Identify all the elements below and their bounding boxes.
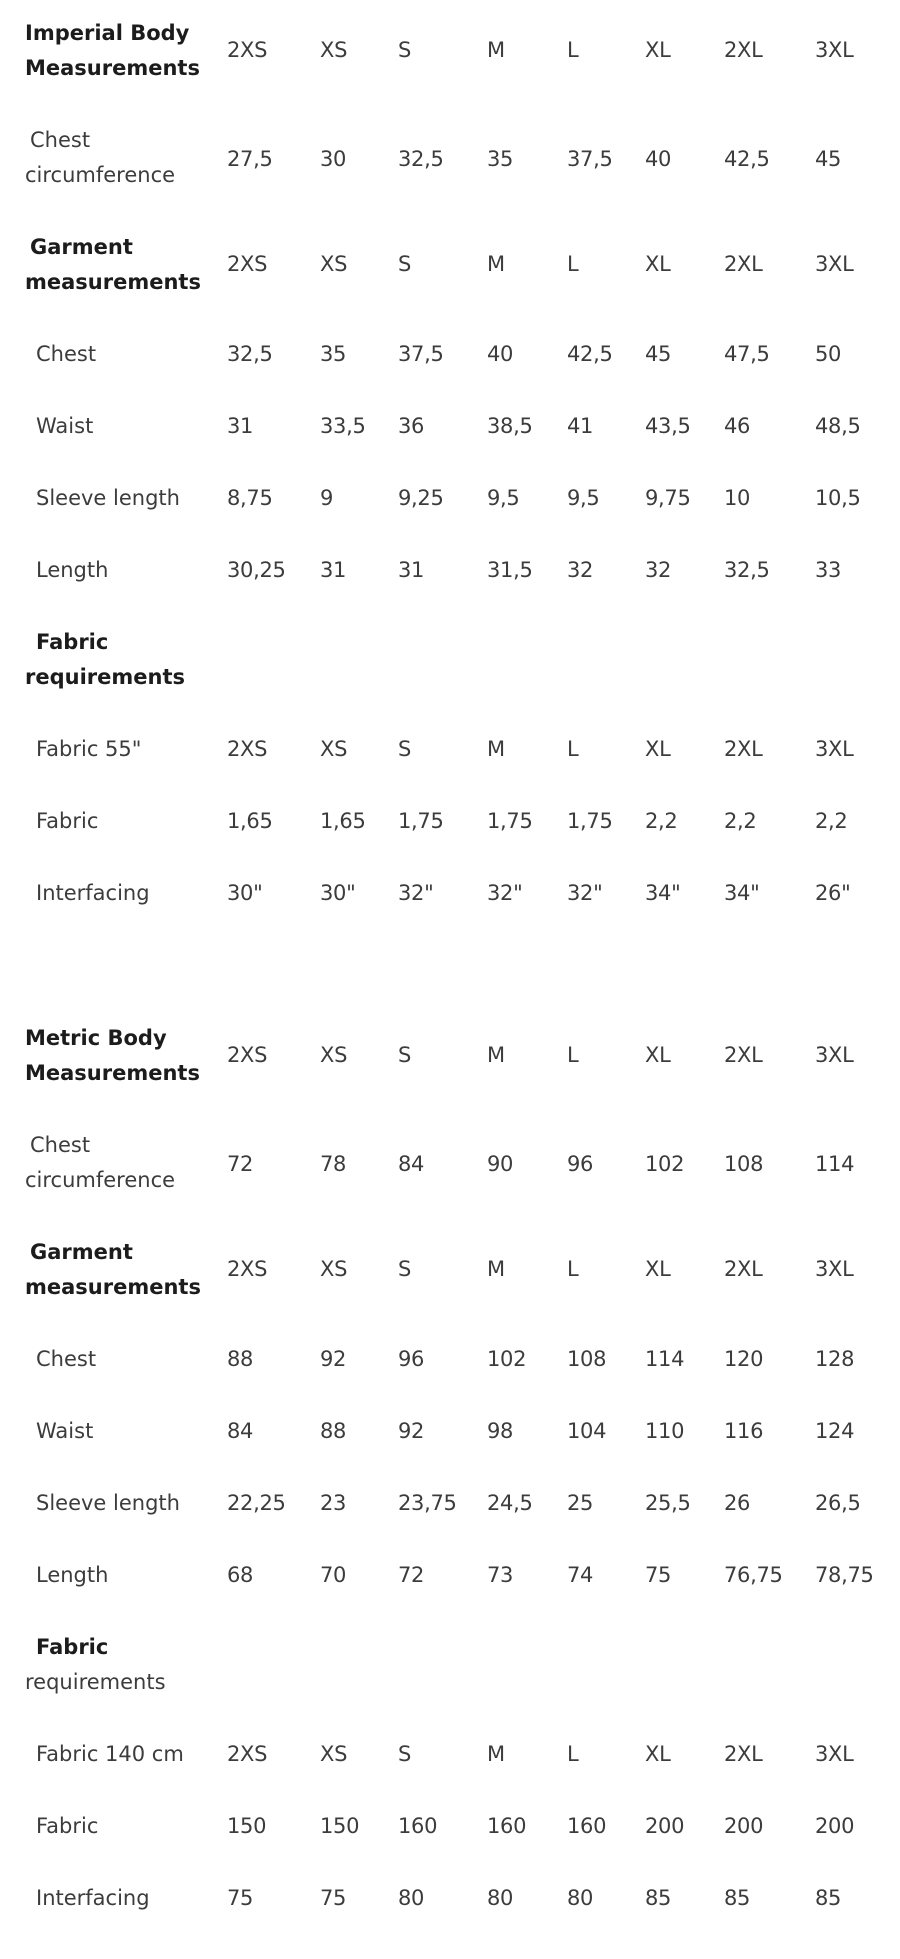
value-cell: 85: [815, 1886, 842, 1910]
size-cell: M: [487, 1043, 505, 1067]
value-cell: 40: [645, 147, 672, 171]
size-cell: 2XS: [227, 1742, 268, 1766]
size-cell: S: [398, 1742, 412, 1766]
value-cell: 42,5: [567, 342, 613, 366]
value-cell: 27,5: [227, 147, 273, 171]
size-cell: XL: [645, 252, 671, 276]
value-cell: 35: [487, 147, 514, 171]
row-label: Metric Body Measurements: [25, 1026, 200, 1085]
value-cell: 9: [320, 486, 334, 510]
value-cell: 8,75: [227, 486, 273, 510]
value-cell: 46: [724, 414, 751, 438]
size-cell: XS: [320, 1742, 348, 1766]
size-cell: XS: [320, 1043, 348, 1067]
row-label: Chest circumference: [25, 128, 176, 187]
value-cell: 114: [645, 1347, 685, 1371]
value-cell: 32,5: [227, 342, 273, 366]
size-cell: 2XL: [724, 1043, 763, 1067]
size-cell: 2XL: [724, 1257, 763, 1281]
size-cell: S: [398, 1257, 412, 1281]
value-cell: 200: [724, 1814, 764, 1838]
value-cell: 1,75: [487, 809, 533, 833]
size-cell: 2XS: [227, 1043, 268, 1067]
size-cell: M: [487, 38, 505, 62]
size-cell: L: [567, 252, 579, 276]
value-cell: 120: [724, 1347, 764, 1371]
value-cell: 32": [487, 881, 523, 905]
value-cell: 48,5: [815, 414, 861, 438]
value-cell: 45: [815, 147, 842, 171]
value-cell: 26: [724, 1491, 751, 1515]
value-cell: 124: [815, 1419, 855, 1443]
value-cell: 31: [227, 414, 254, 438]
size-cell: XS: [320, 38, 348, 62]
value-cell: 33,5: [320, 414, 366, 438]
section-label: Fabric requirements: [25, 630, 185, 689]
value-cell: 116: [724, 1419, 764, 1443]
value-cell: 78: [320, 1152, 347, 1176]
size-cell: S: [398, 38, 412, 62]
value-cell: 108: [567, 1347, 607, 1371]
value-cell: 32": [567, 881, 603, 905]
value-cell: 22,25: [227, 1491, 286, 1515]
size-cell: XS: [320, 1257, 348, 1281]
value-cell: 85: [645, 1886, 672, 1910]
value-cell: 34": [645, 881, 681, 905]
section-label: Fabric requirements: [25, 1635, 166, 1694]
value-cell: 1,65: [320, 809, 366, 833]
row-label: Waist: [36, 414, 94, 438]
value-cell: 30": [320, 881, 356, 905]
size-cell: M: [487, 1742, 505, 1766]
size-cell: 2XL: [724, 737, 763, 761]
value-cell: 70: [320, 1563, 347, 1587]
value-cell: 102: [487, 1347, 527, 1371]
row-label: Fabric: [36, 1814, 99, 1838]
size-cell: XL: [645, 38, 671, 62]
value-cell: 76,75: [724, 1563, 783, 1587]
value-cell: 31: [398, 558, 425, 582]
value-cell: 32: [567, 558, 594, 582]
size-cell: 2XS: [227, 737, 268, 761]
value-cell: 75: [227, 1886, 254, 1910]
value-cell: 110: [645, 1419, 685, 1443]
size-cell: S: [398, 1043, 412, 1067]
value-cell: 32": [398, 881, 434, 905]
value-cell: 80: [487, 1886, 514, 1910]
value-cell: 41: [567, 414, 594, 438]
value-cell: 31: [320, 558, 347, 582]
row-label: Length: [36, 1563, 109, 1587]
value-cell: 1,75: [567, 809, 613, 833]
size-cell: 2XL: [724, 38, 763, 62]
size-cell: M: [487, 737, 505, 761]
value-cell: 73: [487, 1563, 514, 1587]
row-label: Sleeve length: [36, 1491, 180, 1515]
row-label: Fabric: [36, 809, 99, 833]
size-cell: XL: [645, 737, 671, 761]
row-label: Sleeve length: [36, 486, 180, 510]
value-cell: 42,5: [724, 147, 770, 171]
value-cell: 50: [815, 342, 842, 366]
row-label: Garment measurements: [25, 235, 201, 294]
size-cell: 2XS: [227, 1257, 268, 1281]
value-cell: 31,5: [487, 558, 533, 582]
row-label: Length: [36, 558, 109, 582]
row-label: Garment measurements: [25, 1240, 201, 1299]
value-cell: 10: [724, 486, 751, 510]
value-cell: 72: [398, 1563, 425, 1587]
value-cell: 84: [398, 1152, 425, 1176]
value-cell: 80: [398, 1886, 425, 1910]
value-cell: 150: [320, 1814, 360, 1838]
value-cell: 1,75: [398, 809, 444, 833]
size-cell: 3XL: [815, 1257, 854, 1281]
row-label: Fabric 140 cm: [36, 1742, 184, 1766]
value-cell: 78,75: [815, 1563, 874, 1587]
value-cell: 38,5: [487, 414, 533, 438]
size-cell: L: [567, 1742, 579, 1766]
size-cell: XL: [645, 1742, 671, 1766]
value-cell: 88: [320, 1419, 347, 1443]
value-cell: 23,75: [398, 1491, 457, 1515]
value-cell: 74: [567, 1563, 594, 1587]
value-cell: 128: [815, 1347, 855, 1371]
value-cell: 96: [567, 1152, 594, 1176]
value-cell: 30": [227, 881, 263, 905]
value-cell: 2,2: [724, 809, 757, 833]
value-cell: 88: [227, 1347, 254, 1371]
size-cell: L: [567, 38, 579, 62]
value-cell: 37,5: [398, 342, 444, 366]
size-cell: XS: [320, 737, 348, 761]
value-cell: 43,5: [645, 414, 691, 438]
size-cell: M: [487, 1257, 505, 1281]
value-cell: 85: [724, 1886, 751, 1910]
value-cell: 24,5: [487, 1491, 533, 1515]
value-cell: 96: [398, 1347, 425, 1371]
value-cell: 9,75: [645, 486, 691, 510]
size-cell: M: [487, 252, 505, 276]
value-cell: 25,5: [645, 1491, 691, 1515]
value-cell: 9,5: [487, 486, 520, 510]
value-cell: 10,5: [815, 486, 861, 510]
value-cell: 92: [320, 1347, 347, 1371]
value-cell: 90: [487, 1152, 514, 1176]
value-cell: 26": [815, 881, 851, 905]
value-cell: 98: [487, 1419, 514, 1443]
value-cell: 114: [815, 1152, 855, 1176]
value-cell: 160: [398, 1814, 438, 1838]
row-label: Chest: [36, 342, 97, 366]
value-cell: 30,25: [227, 558, 286, 582]
row-label: Waist: [36, 1419, 94, 1443]
row-label: Interfacing: [36, 881, 150, 905]
value-cell: 80: [567, 1886, 594, 1910]
value-cell: 160: [487, 1814, 527, 1838]
value-cell: 37,5: [567, 147, 613, 171]
size-cell: S: [398, 737, 412, 761]
size-cell: S: [398, 252, 412, 276]
value-cell: 9,25: [398, 486, 444, 510]
size-cell: L: [567, 1257, 579, 1281]
value-cell: 72: [227, 1152, 254, 1176]
value-cell: 25: [567, 1491, 594, 1515]
size-cell: 3XL: [815, 252, 854, 276]
value-cell: 36: [398, 414, 425, 438]
value-cell: 23: [320, 1491, 347, 1515]
value-cell: 104: [567, 1419, 607, 1443]
value-cell: 160: [567, 1814, 607, 1838]
value-cell: 75: [320, 1886, 347, 1910]
value-cell: 26,5: [815, 1491, 861, 1515]
size-cell: 2XS: [227, 252, 268, 276]
size-cell: L: [567, 1043, 579, 1067]
size-cell: 3XL: [815, 737, 854, 761]
value-cell: 200: [815, 1814, 855, 1838]
value-cell: 68: [227, 1563, 254, 1587]
value-cell: 150: [227, 1814, 267, 1838]
size-cell: 2XL: [724, 252, 763, 276]
value-cell: 34": [724, 881, 760, 905]
value-cell: 35: [320, 342, 347, 366]
value-cell: 2,2: [645, 809, 678, 833]
value-cell: 45: [645, 342, 672, 366]
value-cell: 200: [645, 1814, 685, 1838]
value-cell: 108: [724, 1152, 764, 1176]
size-cell: 2XL: [724, 1742, 763, 1766]
value-cell: 32,5: [724, 558, 770, 582]
row-label: Fabric 55": [36, 737, 142, 761]
value-cell: 9,5: [567, 486, 600, 510]
value-cell: 40: [487, 342, 514, 366]
row-label: Chest circumference: [25, 1133, 176, 1192]
size-cell: 2XS: [227, 38, 268, 62]
value-cell: 92: [398, 1419, 425, 1443]
value-cell: 102: [645, 1152, 685, 1176]
size-cell: 3XL: [815, 1742, 854, 1766]
size-cell: XL: [645, 1257, 671, 1281]
value-cell: 84: [227, 1419, 254, 1443]
value-cell: 30: [320, 147, 347, 171]
size-cell: L: [567, 737, 579, 761]
value-cell: 32: [645, 558, 672, 582]
size-cell: 3XL: [815, 1043, 854, 1067]
value-cell: 75: [645, 1563, 672, 1587]
size-cell: 3XL: [815, 38, 854, 62]
row-label: Imperial Body Measurements: [25, 21, 200, 80]
value-cell: 2,2: [815, 809, 848, 833]
value-cell: 47,5: [724, 342, 770, 366]
size-cell: XL: [645, 1043, 671, 1067]
size-cell: XS: [320, 252, 348, 276]
value-cell: 33: [815, 558, 842, 582]
row-label: Chest: [36, 1347, 97, 1371]
value-cell: 32,5: [398, 147, 444, 171]
row-label: Interfacing: [36, 1886, 150, 1910]
value-cell: 1,65: [227, 809, 273, 833]
